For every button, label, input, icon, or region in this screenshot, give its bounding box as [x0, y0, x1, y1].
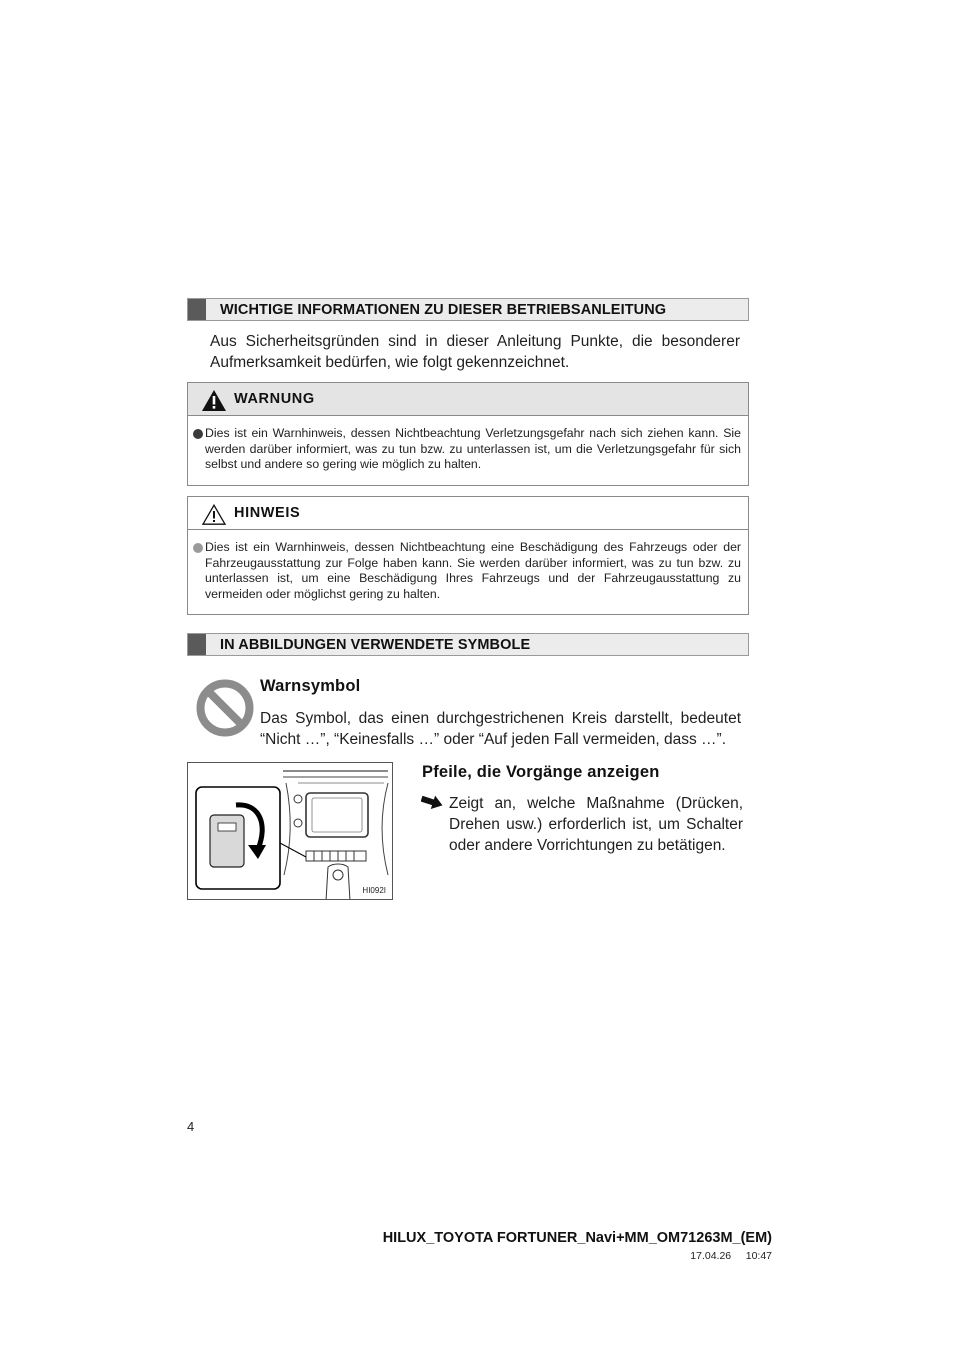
bullet-dot [193, 543, 203, 553]
notice-text: Dies ist ein Warnhinweis, dessen Nichtbeachtung eine Beschädigung des Fahrzeugs oder der Fahrzeugausstattung zur Folge haben kann. Sie werden darüber informiert, was zu tun bzw. zu unterlassen ist, um eine Beschädigung Ihres Fahrzeugs und der Fahrzeugausstattung zu vermeiden oder möglichst gering zu halten. [205, 540, 741, 601]
dashboard-illustration [187, 762, 393, 900]
caution-triangle-outline-icon [202, 504, 226, 525]
warning-title: WARNUNG [234, 391, 315, 407]
prohibition-icon [195, 678, 255, 738]
notice-box-header [188, 497, 748, 530]
dashboard-usb-figure [188, 763, 393, 900]
warning-box [187, 382, 749, 486]
page-number: 4 [187, 1119, 195, 1134]
bullet-dot [193, 429, 203, 439]
warning-box-body [188, 416, 748, 485]
notice-box-body [188, 530, 748, 614]
intro-paragraph: Aus Sicherheitsgründen sind in dieser Anleitung Punkte, die besonderer Aufmerksamkeit bedürfen, wie folgt gekennzeichnet. [210, 333, 740, 371]
notice-box [187, 496, 749, 615]
warning-text: Dies ist ein Warnhinweis, dessen Nichtbeachtung Verletzungsgefahr nach sich ziehen kann. Sie werden darüber informiert, was zu tun bzw. zu unterlassen ist, um die Verletzungsgefahr für sich selbst und andere so gering wie möglich zu halten. [205, 426, 741, 471]
arrow-right-icon [421, 795, 443, 809]
section-title: WICHTIGE INFORMATIONEN ZU DIESER BETRIEBSANLEITUNG [220, 302, 667, 318]
section-header-tab [188, 299, 206, 320]
section-header-symbols [187, 633, 749, 656]
figure-label: HI092I [362, 886, 386, 895]
arrows-title: Pfeile, die Vorgänge anzeigen [422, 763, 660, 781]
arrows-text: Zeigt an, welche Maßnahme (Drücken, Drehen usw.) erforderlich ist, um Schalter oder andere Vorrichtungen zu betätigen. [449, 795, 743, 854]
section-title: IN ABBILDUNGEN VERWENDETE SYMBOLE [220, 637, 531, 653]
section-header-important-info [187, 298, 749, 321]
footer-title: HILUX_TOYOTA FORTUNER_Navi+MM_OM71263M_(EM) [382, 1230, 772, 1246]
section-header-tab [188, 634, 206, 655]
footer-date: 17.04.26 10:47 [690, 1250, 772, 1262]
warning-box-header [188, 383, 748, 416]
warning-triangle-icon [202, 390, 226, 411]
notice-title: HINWEIS [234, 505, 301, 521]
warn-symbol-title: Warnsymbol [260, 677, 361, 695]
warn-symbol-text: Das Symbol, das einen durchgestrichenen Kreis darstellt, bedeutet “Nicht …”, “Keinesfalls …” oder “Auf jeden Fall vermeiden, dass …”. [260, 710, 741, 748]
